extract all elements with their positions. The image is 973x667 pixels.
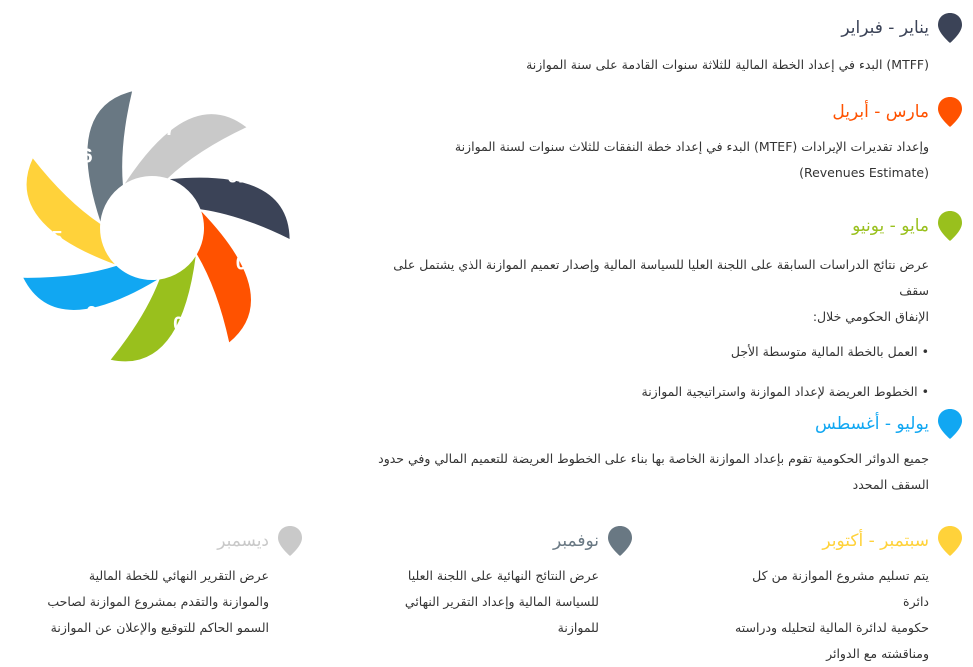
wheel-label-01: 01 — [227, 165, 250, 188]
stage-jul-aug-line-2: السقف المحدد — [852, 477, 929, 492]
stage-may-jun-line-1: عرض نتائج الدراسات السابقة على اللجنة العليا للسياسة المالية وإصدار تعميم الموازنة الذي يشتمل على سقف — [393, 257, 929, 298]
map-pin-icon — [937, 408, 963, 440]
map-pin-icon — [937, 12, 963, 44]
stage-jan-feb-text — [403, 52, 963, 78]
stage-sep-oct-line-1: يتم تسليم مشروع الموازنة من كل دائرة — [752, 568, 929, 609]
map-pin-icon — [937, 96, 963, 128]
stage-dec-text — [33, 563, 303, 641]
stage-may-jun-header — [363, 210, 963, 242]
stage-sep-oct-text — [723, 563, 963, 667]
stage-may-jun-text — [363, 252, 963, 402]
pin-shape — [938, 97, 962, 127]
stage-jan-feb-line: (MTFF) البدء في إعداد الخطة المالية للثلاثة سنوات القادمة على سنة الموازنة — [526, 57, 929, 72]
stage-dec — [33, 525, 303, 641]
stage-dec-title: ديسمبر — [217, 531, 269, 551]
stage-may-jun-line-2: الإنفاق الحكومي خلال: — [812, 309, 929, 324]
stage-may-jun-bullet-1: • العمل بالخطة المالية متوسطة الأجل — [363, 342, 929, 362]
stage-nov — [383, 525, 633, 641]
pin-shape — [938, 409, 962, 439]
wheel-segment-02 — [197, 211, 251, 342]
pin-shape — [938, 13, 962, 43]
stage-mar-apr-title: مارس - أبريل — [832, 102, 929, 122]
stage-nov-header — [383, 525, 633, 557]
stage-nov-text — [383, 563, 633, 641]
wheel-label-07: 07 — [153, 117, 176, 140]
stage-sep-oct-line-3: ومناقشته مع الدوائر — [826, 646, 929, 661]
stage-may-jun-title: مايو - يونيو — [852, 216, 929, 236]
stage-jul-aug-header — [363, 408, 963, 440]
stage-nov-title: نوفمبر — [553, 531, 599, 551]
stage-jul-aug — [363, 408, 963, 498]
stage-sep-oct — [723, 525, 963, 667]
map-pin-icon — [607, 525, 633, 557]
pin-shape — [278, 526, 302, 556]
stage-dec-line-2: والموازنة والتقدم بمشروع الموازنة لصاحب — [47, 594, 269, 609]
stage-sep-oct-title: سبتمبر - أكتوبر — [822, 531, 929, 551]
pin-shape — [938, 526, 962, 556]
wheel-label-06: 06 — [70, 145, 93, 168]
stage-dec-header — [33, 525, 303, 557]
wheel-label-03: 03 — [173, 313, 196, 336]
map-pin-icon — [937, 525, 963, 557]
stage-sep-oct-header — [723, 525, 963, 557]
stage-jan-feb-header — [403, 12, 963, 44]
wheel-label-04: 04 — [86, 302, 109, 325]
stage-mar-apr-line-2: (Revenues Estimate) — [799, 165, 929, 180]
stage-mar-apr-text — [373, 134, 963, 186]
stage-mar-apr — [373, 96, 963, 186]
stage-jul-aug-text — [363, 446, 963, 498]
stage-dec-line-3: السمو الحاكم للتوقيع والإعلان عن الموازنة — [50, 620, 269, 635]
stage-dec-line-1: عرض التقرير النهائي للخطة المالية — [88, 568, 269, 583]
stage-may-jun-bullet-2: • الخطوط العريضة لإعداد الموازنة واستراتيجية الموازنة — [363, 382, 929, 402]
stage-nov-line-1: عرض النتائج النهائية على اللجنة العليا — [407, 568, 599, 583]
map-pin-icon — [937, 210, 963, 242]
stage-nov-line-2: للسياسة المالية وإعداد التقرير النهائي — [404, 594, 599, 609]
stage-mar-apr-line-1: وإعداد تقديرات الإيرادات (MTEF) البدء في إعداد خطة النفقات للثلاث سنوات لسنة الموازنة — [454, 139, 929, 154]
stage-sep-oct-line-2: حكومية لدائرة المالية لتحليله ودراسته — [735, 620, 929, 635]
wheel-label-05: 05 — [40, 228, 63, 251]
wheel-segment-06 — [87, 91, 132, 221]
stage-jan-feb — [403, 12, 963, 78]
stage-mar-apr-header — [373, 96, 963, 128]
pin-shape — [608, 526, 632, 556]
stage-may-jun — [363, 210, 963, 402]
wheel-label-02: 02 — [235, 252, 259, 275]
stage-jan-feb-title: يناير - فبراير — [841, 18, 929, 38]
stage-nov-line-3: للموازنة — [557, 620, 599, 635]
map-pin-icon — [277, 525, 303, 557]
budget-cycle-wheel — [0, 70, 320, 390]
pin-shape — [938, 211, 962, 241]
stage-jul-aug-line-1: جميع الدوائر الحكومية تقوم بإعداد الموازنة الخاصة بها بناء على الخطوط العريضة للتعميم المالي وفي حدود — [378, 451, 929, 466]
stage-jul-aug-title: يوليو - أغسطس — [815, 414, 929, 434]
